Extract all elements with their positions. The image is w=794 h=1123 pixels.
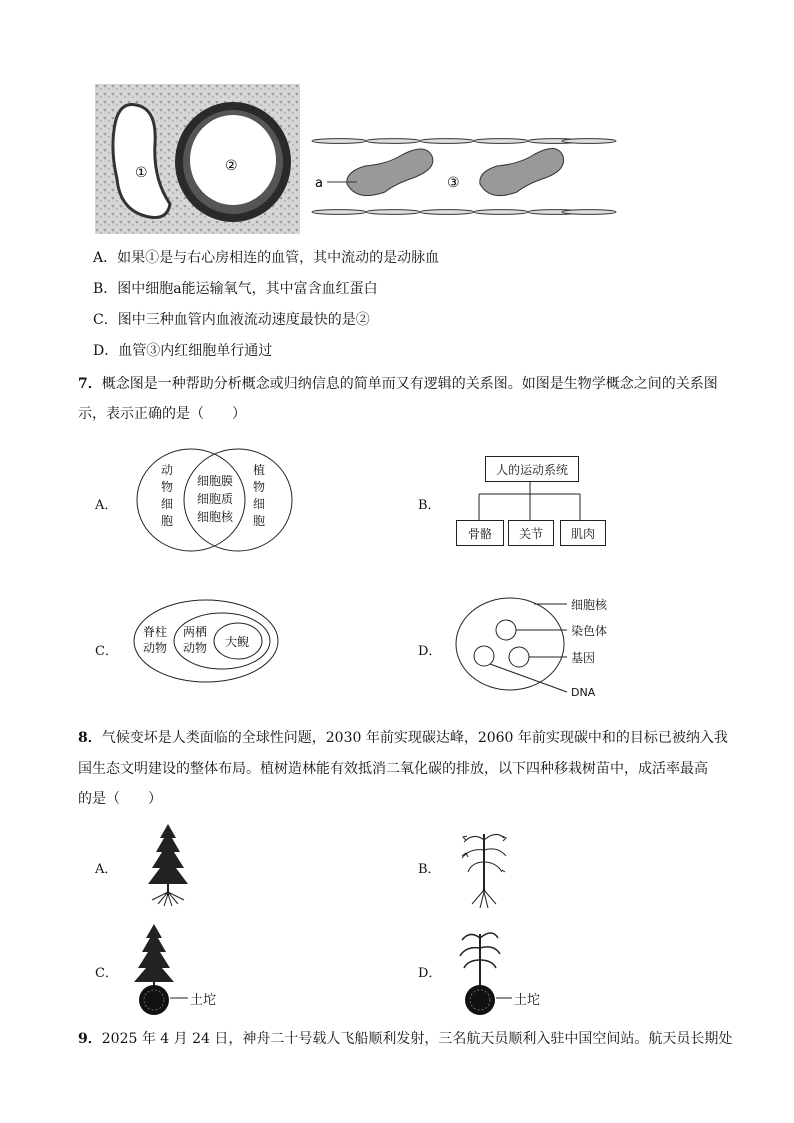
- q9-number: 9．: [78, 1031, 102, 1047]
- q8-option-c-letter[interactable]: C．: [95, 966, 118, 981]
- box-joint: 关节: [508, 520, 554, 546]
- q6-figure: [95, 84, 625, 234]
- box-muscle: 肌肉: [560, 520, 606, 546]
- q8-stem-line-1: 8．气候变坏是人类面临的全球性问题，2030 年前实现碳达峰，2060 年前实现碳中和的目标已被纳入我: [78, 730, 728, 746]
- q7-option-a-letter[interactable]: A．: [95, 498, 118, 513]
- q8-option-d-letter[interactable]: D．: [418, 966, 442, 981]
- q8-stem-line-2: 国生态文明建设的整体布局。植树造林能有效抵消二氧化碳的排放，以下四种移栽树苗中，成活率最高: [78, 761, 708, 777]
- q7-option-a-venn[interactable]: 动 物 细 胞 细胞膜 细胞质 细胞核 植 物 细 胞: [135, 446, 295, 554]
- q9-stem-line-1: 9．2025 年 4 月 24 日，神舟二十号载人飞船顺利发射，三名航天员顺利入驻中国空间站。航天员长期处: [78, 1031, 733, 1047]
- q7-stem-line-1: 7．概念图是一种帮助分析概念或归纳信息的简单而又有逻辑的关系图。如图是生物学概念之间的关系图: [78, 376, 718, 392]
- q8-option-a-letter[interactable]: A．: [95, 862, 118, 877]
- label-vessel-3: ③: [447, 175, 460, 191]
- q8-number: 8．: [78, 730, 102, 746]
- box-bone: 骨骼: [456, 520, 504, 546]
- q7-option-c-nested[interactable]: 脊柱 动物 两栖 动物 大鲵: [132, 598, 280, 684]
- q7-option-d-letter[interactable]: D．: [418, 644, 442, 659]
- cell-a: [347, 149, 433, 196]
- label-a: a: [315, 176, 323, 191]
- q8-option-a-sapling[interactable]: [140, 822, 196, 912]
- q8-option-c-sapling-soil[interactable]: [128, 922, 258, 1022]
- q7-option-b-tree[interactable]: [452, 456, 607, 548]
- q6-option-a[interactable]: A．如果①是与右心房相连的血管，其中流动的是动脉血: [93, 250, 440, 266]
- q8-option-b-letter[interactable]: B．: [418, 862, 441, 877]
- q7-option-c-letter[interactable]: C．: [95, 644, 118, 659]
- q8-option-d-sapling-soil[interactable]: [452, 926, 582, 1022]
- capillary-wall-bottom: [312, 210, 616, 215]
- cell-b: [480, 148, 564, 195]
- q7-number: 7．: [78, 376, 102, 392]
- q6-option-b[interactable]: B．图中细胞a能运输氧气，其中富含血红蛋白: [93, 281, 378, 297]
- soil-label-c: 土坨: [190, 993, 217, 1008]
- q7-option-d-nucleus[interactable]: 细胞核 染色体 基因 DNA: [452, 592, 632, 704]
- q6-option-d[interactable]: D．血管③内红细胞单行通过: [93, 343, 273, 359]
- label-vessel-1: ①: [135, 165, 148, 181]
- capillary-wall-top: [312, 139, 616, 144]
- blood-vessel-diagram: [95, 84, 625, 234]
- box-motor-system: 人的运动系统: [485, 456, 579, 482]
- q6-option-c[interactable]: C．图中三种血管内血液流动速度最快的是②: [93, 312, 370, 328]
- q7-stem-line-2: 示，表示正确的是（ ）: [78, 406, 246, 422]
- q7-option-b-letter[interactable]: B．: [418, 498, 441, 513]
- q8-stem-line-3: 的是（ ）: [78, 791, 162, 807]
- soil-label-d: 土坨: [514, 993, 541, 1008]
- q8-option-b-sapling[interactable]: [456, 826, 512, 914]
- label-vessel-2: ②: [225, 158, 238, 174]
